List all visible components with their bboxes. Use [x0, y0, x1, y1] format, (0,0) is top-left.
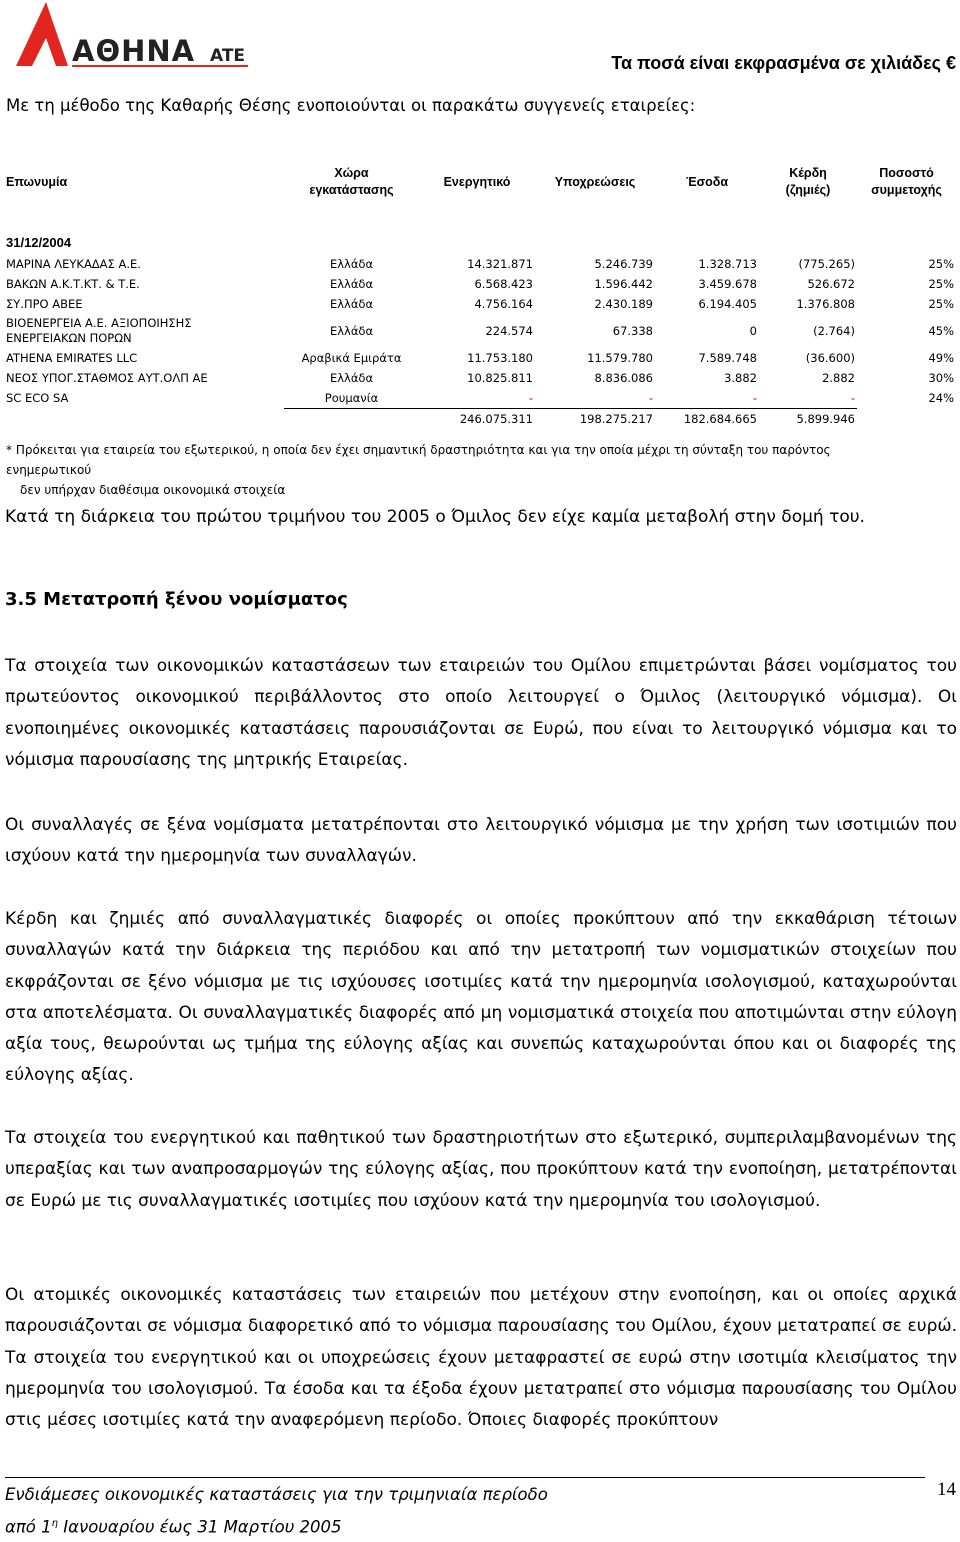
- company-revenue: -: [752, 391, 757, 405]
- company-country: Ελλάδα: [329, 257, 374, 271]
- company-name: SC ECO SA: [6, 391, 69, 406]
- footnote-line-2: δεν υπήρχαν διαθέσιμα οικονομικά στοιχεία: [20, 483, 286, 497]
- table-row: [4, 274, 956, 294]
- company-name: ΝΕΟΣ ΥΠΟΓ.ΣΤΑΘΜΟΣ ΑΥΤ.ΟΛΠ ΑΕ: [6, 371, 208, 385]
- company-share: 45%: [928, 324, 954, 338]
- header-name: Επωνυμία: [6, 174, 68, 189]
- date-label: 31/12/2004: [6, 235, 72, 250]
- footer-line-2: από $1^\eta$ Ιανουαρίου έως 31 Μαρτίου 2005: [5, 1517, 342, 1537]
- paragraph-functional-currency: Τα στοιχεία των οικονομικών καταστάσεων των εταιρειών του Ομίλου επιμετρώνται βάσει νομίσματος του πρωτεύοντος οικονομικού περιβάλλοντος στο οποίο λειτουργεί ο Όμιλος (λειτουργικό νόμισμα). Οι ενοποιημένες οικονομικές καταστάσεις παρουσιάζονται σε Ευρώ, που είναι το λειτουργικό νόμισμα και το νόμισμα παρουσίασης της μητρικής Εταιρείας.: [5, 656, 957, 770]
- table-header-row: [4, 160, 956, 204]
- company-profit: (775.265): [798, 257, 855, 271]
- company-assets: 4.756.164: [474, 297, 533, 311]
- company-revenue: 3.459.678: [698, 277, 757, 291]
- company-profit: 1.376.808: [796, 297, 855, 311]
- company-name: ATHENA EMIRATES LLC: [6, 351, 138, 365]
- company-revenue: 1.328.713: [698, 257, 757, 271]
- header-profit: Κέρδη (ζημιές): [785, 166, 831, 197]
- header-share: Ποσοστό συμμετοχής: [871, 166, 942, 197]
- company-assets: 10.825.811: [467, 371, 533, 385]
- logo-text: ΑΘΗΝΑ: [72, 34, 196, 68]
- company-revenue: 0: [749, 324, 757, 338]
- footer-line-1: Ενδιάμεσες οικονομικές καταστάσεις για την τριμηνιαία περίοδο: [5, 1485, 548, 1504]
- table-row: [4, 388, 956, 409]
- company-country: Ελλάδα: [329, 277, 374, 291]
- company-share: 25%: [928, 297, 954, 311]
- structure-paragraph: Κατά τη διάρκεια του πρώτου τριμήνου του 2005 ο Όμιλος δεν είχε καμία μεταβολή στην δομή του.: [5, 507, 865, 527]
- total-liabilities: 198.275.217: [535, 409, 655, 430]
- header-assets: Ενεργητικό: [443, 174, 511, 189]
- company-share: 25%: [928, 257, 954, 271]
- header-liabilities: Υποχρεώσεις: [554, 174, 636, 189]
- company-country: Ελλάδα: [329, 297, 374, 311]
- footnote: [6, 440, 906, 500]
- company-liabilities: 67.338: [612, 324, 653, 338]
- paragraph-transactions: Οι συναλλαγές σε ξένα νομίσματα μετατρέπονται στο λειτουργικό νόμισμα με την χρήση των ισοτιμιών που ισχύουν κατά την ημερομηνία των συναλλαγών.: [5, 815, 957, 867]
- company-revenue: 3.882: [724, 371, 757, 385]
- company-profit: (36.600): [805, 351, 855, 365]
- company-liabilities: 8.836.086: [594, 371, 653, 385]
- company-name: ΒΙΟΕΝΕΡΓΕΙΑ Α.Ε. ΑΞΙΟΠΟΙΗΣΗΣ ΕΝΕΡΓΕΙΑΚΩΝ ΠΟΡΩΝ: [6, 316, 192, 345]
- company-revenue: 7.589.748: [698, 351, 757, 365]
- company-assets: 14.321.871: [467, 257, 533, 271]
- table-row: [4, 368, 956, 388]
- company-assets: 6.568.423: [474, 277, 533, 291]
- page-number: 14: [937, 1479, 956, 1500]
- amounts-note: Τα ποσά είναι εκφρασμένα σε χιλιάδες €: [611, 53, 956, 73]
- company-liabilities: -: [648, 391, 653, 405]
- table-row: [4, 254, 956, 274]
- company-country: Ρουμανία: [324, 391, 379, 405]
- page-footer: [5, 1480, 548, 1542]
- company-logo: [12, 0, 252, 72]
- company-name: ΜΑΡΙΝΑ ΛΕΥΚΑΔΑΣ Α.Ε.: [6, 257, 141, 271]
- company-profit: (2.764): [813, 324, 855, 338]
- header-revenue: Έσοδα: [685, 174, 729, 189]
- table-row: [4, 294, 956, 314]
- company-name: ΒΑΚΩΝ Α.Κ.Τ.ΚΤ. & Τ.Ε.: [6, 277, 140, 291]
- company-liabilities: 11.579.780: [587, 351, 653, 365]
- paragraph-translation: Οι ατομικές οικονομικές καταστάσεις των εταιρειών που μετέχουν στην ενοποίηση, και οι οποίες αρχικά παρουσιάζονται σε νόμισμα διαφορετικό από το νόμισμα παρουσίασης του Ομίλου, έχουν μετατραπεί σε ευρώ. Τα στοιχεία του ενεργητικού και οι υποχρεώσεις έχουν μεταφραστεί σε ευρώ στην ισοτιμία κλεισίματος την ημερομηνία του ισολογισμού. Τα έσοδα και τα έξοδα έχουν μετατραπεί στο νόμισμα παρουσίασης του Ομίλου στις μέσες ισοτιμίες κατά την αναφερόμενη περίοδο. Όποιες διαφορές προκύπτουν: [5, 1285, 957, 1431]
- company-assets: -: [528, 391, 533, 405]
- company-assets: 11.753.180: [467, 351, 533, 365]
- company-profit: -: [850, 391, 855, 405]
- total-assets: 246.075.311: [419, 409, 535, 430]
- paragraph-exchange-differences: Κέρδη και ζημιές από συναλλαγματικές διαφορές οι οποίες προκύπτουν από την εκκαθάριση τέτοιων συναλλαγών κατά την διάρκεια της περιόδου και από την μετατροπή των νομισματικών στοιχείων που εκφράζονται σε ξένο νόμισμα με τις ισχύουσες ισοτιμίες κατά την ημερομηνία ισολογισμού, καταχωρούνται στα αποτελέσματα. Οι συναλλαγματικές διαφορές από μη νομισματικά στοιχεία που αποτιμώνται στην εύλογη αξία τους, θεωρούνται ως τμήμα της εύλογης αξίας και συνεπώς καταχωρούνται όπου και οι διαφορές της εύλογης αξίας.: [5, 909, 957, 1086]
- logo-suffix: ATE: [210, 46, 246, 66]
- company-country: Ελλάδα: [329, 371, 374, 385]
- intro-text: Με τη μέθοδο της Καθαρής Θέσης ενοποιούνται οι παρακάτω συγγενείς εταιρείες:: [6, 96, 696, 115]
- company-profit: 2.882: [822, 371, 855, 385]
- company-liabilities: 2.430.189: [594, 297, 653, 311]
- totals-row: [4, 409, 956, 430]
- footer-divider: [5, 1477, 925, 1478]
- associates-table: [4, 160, 956, 429]
- company-liabilities: 1.596.442: [594, 277, 653, 291]
- company-share: 24%: [928, 391, 954, 406]
- total-profit: 5.899.946: [759, 409, 857, 430]
- company-share: 25%: [928, 277, 954, 291]
- company-share: 30%: [928, 371, 954, 385]
- company-revenue: 6.194.405: [698, 297, 757, 311]
- company-share: 49%: [928, 351, 954, 365]
- company-assets: 224.574: [485, 324, 533, 338]
- date-row: [4, 204, 956, 254]
- header-country: Χώρα εγκατάστασης: [309, 166, 394, 197]
- company-name: ΣΥ.ΠΡΟ ΑΒΕΕ: [6, 297, 83, 311]
- company-country: Ελλάδα: [329, 324, 374, 338]
- paragraph-foreign-operations: Τα στοιχεία του ενεργητικού και παθητικού των δραστηριοτήτων στο εξωτερικό, συμπεριλαμβανομένων της υπεραξίας και των αναπροσαρμογών της εύλογης αξίας, που προκύπτουν κατά την ενοποίηση, μετατρέπονται σε Ευρώ με τις συναλλαγματικές ισοτιμίες που ισχύουν κατά την ημερομηνία του ισολογισμού.: [5, 1128, 957, 1211]
- total-revenue: 182.684.665: [655, 409, 759, 430]
- table-row: [4, 348, 956, 368]
- company-country: Αραβικά Εμιράτα: [301, 351, 402, 365]
- section-heading: 3.5 Μετατροπή ξένου νομίσματος: [5, 589, 348, 610]
- table-row: [4, 314, 956, 348]
- company-liabilities: 5.246.739: [594, 257, 653, 271]
- footnote-line-1: * Πρόκειται για εταιρεία του εξωτερικού, η οποία δεν έχει σημαντική δραστηριότητα και για την οποία μέχρι τη σύνταξη του παρόντος ενημερωτικού: [6, 443, 831, 477]
- company-profit: 526.672: [807, 277, 855, 291]
